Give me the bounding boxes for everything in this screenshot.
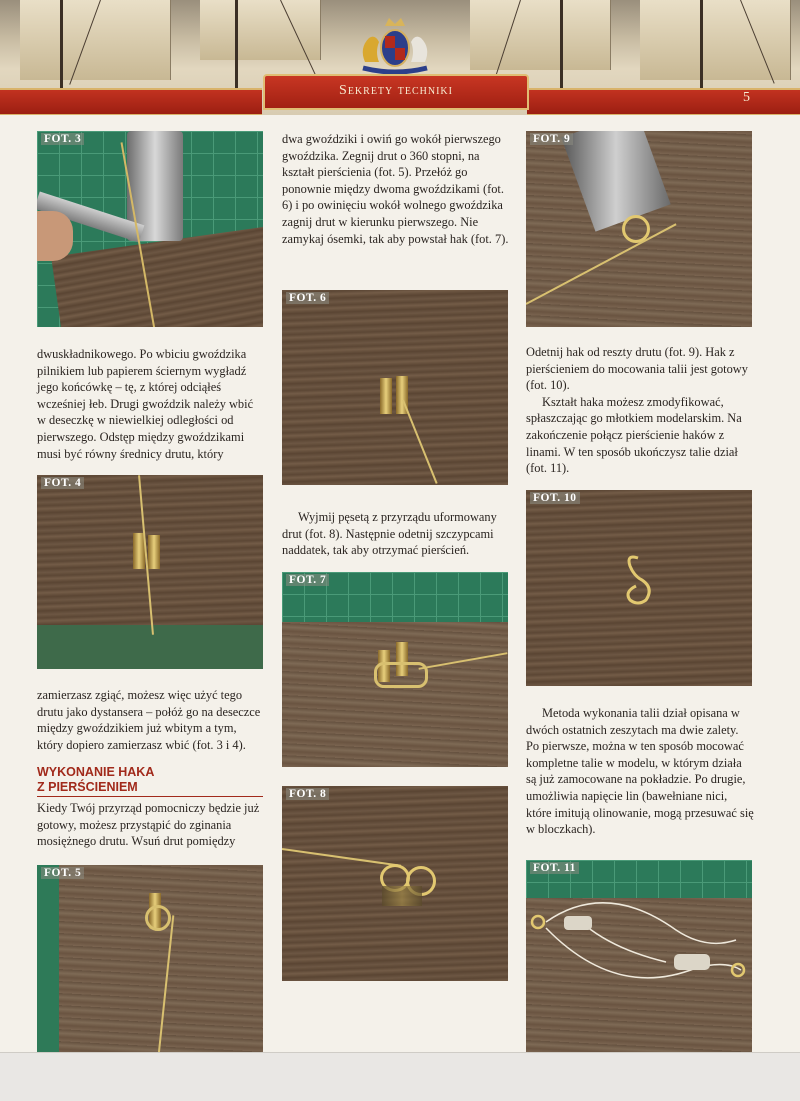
- photo-fot-3: [37, 131, 263, 327]
- photo-fot-5: [37, 865, 263, 1052]
- photo-label: FOT. 3: [41, 133, 84, 145]
- ship-mast: [60, 0, 63, 95]
- ship-mast: [700, 0, 703, 95]
- col2-text-middle: [282, 509, 510, 559]
- section-heading: [37, 765, 263, 797]
- photo-label: FOT. 5: [41, 867, 84, 879]
- photo-fot-7: [282, 572, 508, 767]
- ship-sail-image: [470, 0, 611, 70]
- page-footer: [0, 1052, 800, 1101]
- heading-line: Z PIERŚCIENIEM: [37, 780, 138, 794]
- photo-label: FOT. 10: [530, 492, 580, 504]
- photo-fot-10: [526, 490, 752, 686]
- photo-fot-6: [282, 290, 508, 485]
- col1-text-bottom: [37, 800, 265, 850]
- paragraph: dwa gwoździki i owiń go wokół pierwszego gwoździka. Zegnij drut o 360 stopni, na kształt pierścienia (fot. 5). Przełóż go ponownie między dwoma gwoździkami (fot. 6) i po owinięciu wokół wolnego gwoździka zagnij drut w kierunku pierwszego. Nie zamykaj ósemki, tak aby powstał hak (fot. 7).: [282, 132, 509, 246]
- col3-text-top: [526, 344, 754, 477]
- ship-mast: [235, 0, 238, 95]
- photo-fot-9: [526, 131, 752, 327]
- photo-label: FOT. 4: [41, 477, 84, 489]
- paragraph: zamierzasz zgiąć, możesz więc użyć tego drutu jako dystansera – połóż go na deseczce między gwoździkiem już wbitym a tym, który dopiero zamierzasz wbić (fot. 3 i 4).: [37, 688, 261, 752]
- photo-fot-4: [37, 475, 263, 669]
- header-red-band: [527, 88, 800, 115]
- header-red-band: [0, 88, 262, 115]
- photo-fot-11: [526, 860, 752, 1052]
- paragraph: dwuskładnikowego. Po wbiciu gwoździka pilnikiem lub papierem ściernym wygładź jego końcówkę – tę, z której odciąłeś wcześniej łeb. Drugi gwoździk należy wbić w deseczkę w niewielkiej odległości od pierwszego. Odstęp między gwoździkami musi być równy średnicy drutu, który: [37, 347, 254, 461]
- photo-label: FOT. 8: [286, 788, 329, 800]
- photo-label: FOT. 9: [530, 133, 573, 145]
- ship-mast: [560, 0, 563, 95]
- photo-label: FOT. 6: [286, 292, 329, 304]
- photo-label: FOT. 11: [530, 862, 579, 874]
- photo-fot-8: [282, 786, 508, 981]
- section-title: Sekrety techniki: [339, 83, 453, 98]
- page-header: [0, 0, 800, 115]
- col2-text-top: [282, 131, 510, 247]
- paragraph: Kiedy Twój przyrząd pomocniczy będzie już gotowy, możesz przystąpić do zginania mosiężnego drutu. Wsuń drut pomiędzy: [37, 801, 260, 849]
- paragraph: Odetnij hak od reszty drutu (fot. 9). Hak z pierścieniem do mocowania talii jest gotowy (fot. 10).: [526, 345, 748, 393]
- hook-image: [616, 550, 666, 610]
- paragraph: Metoda wykonania talii dział opisana w dwóch ostatnich zeszytach ma dwie zalety. Po pierwsze, można w ten sposób mocować kompletne talie w modelu, w którym działa są już zamocowane na pokładzie. Po drugie, umożliwia napięcie lin (bawełniane nici, które imitują olinowanie, mogą przesuwać się w bloczkach).: [526, 706, 754, 837]
- royal-crest-icon: [345, 12, 445, 74]
- col1-text-middle: [37, 687, 265, 753]
- gun-tackle-image: [526, 890, 752, 1040]
- photo-label: FOT. 7: [286, 574, 329, 586]
- heading-line: WYKONANIE HAKA: [37, 765, 155, 779]
- paragraph: Kształt haka możesz zmodyfikować, spłaszczając go młotkiem modelarskim. Na zakończenie połącz pierścienie haków z linami. W ten sposób ukończysz talie dział (fot. 11).: [526, 394, 742, 476]
- col1-text-top: [37, 346, 265, 462]
- section-title-tab: [263, 74, 529, 110]
- page-number: 5: [743, 90, 750, 105]
- col3-text-bottom: [526, 705, 754, 838]
- paragraph: Wyjmij pęsetą z przyrządu uformowany drut (fot. 8). Następnie odetnij szczypcami naddatek, tak aby otrzymać pierścień.: [282, 510, 497, 558]
